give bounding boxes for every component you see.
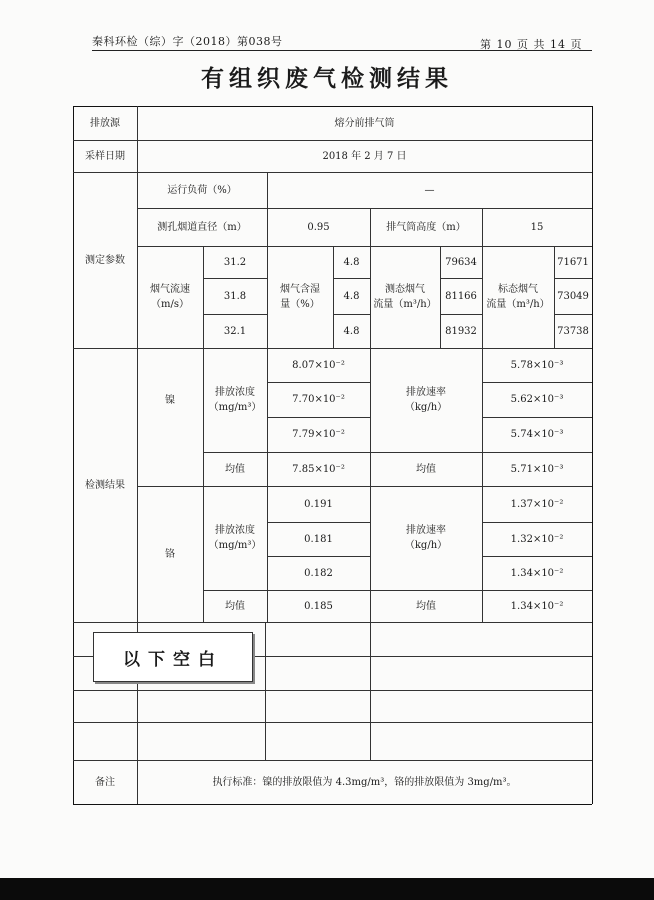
- results-label: 检测结果: [85, 479, 125, 491]
- std-flow-label: 标态烟气 流量（m³/h）: [486, 284, 550, 310]
- mean-label: 均值: [225, 463, 245, 475]
- conc-label: 排放浓度 （mg/m³）: [208, 525, 262, 551]
- blank-below-stamp: 以下空白: [93, 632, 253, 682]
- scan-edge: [0, 878, 654, 900]
- velocity-value: 31.2: [223, 256, 247, 268]
- moisture-value: 4.8: [343, 256, 360, 268]
- moisture-value: 4.8: [343, 325, 360, 337]
- params-label: 测定参数: [85, 254, 125, 266]
- rate-value: 5.74×10⁻³: [510, 429, 564, 440]
- moisture-value: 4.8: [343, 290, 360, 302]
- table-rule: [73, 804, 592, 805]
- pollutant-name-nickel: 镍: [165, 394, 175, 406]
- rate-label: 排放速率 （kg/h）: [404, 387, 448, 413]
- remark-label: 备注: [95, 776, 115, 788]
- load-value: —: [424, 184, 435, 196]
- conc-mean-value: 7.85×10⁻²: [292, 463, 345, 475]
- conc-value: 0.191: [304, 498, 333, 510]
- conc-value: 0.181: [304, 533, 333, 545]
- table-rule: [73, 690, 592, 691]
- table-rule: [592, 106, 593, 804]
- table-rule: [73, 722, 592, 723]
- height-value: 15: [530, 221, 544, 233]
- mean-label: 均值: [416, 463, 436, 475]
- page-title: 有组织废气检测结果: [201, 66, 453, 92]
- outlet-value: 熔分前排气筒: [334, 117, 395, 129]
- actual-flow-value: 79634: [445, 256, 477, 268]
- conc-value: 8.07×10⁻²: [292, 359, 345, 371]
- height-label: 排气筒高度（m）: [386, 221, 466, 233]
- mean-label: 均值: [416, 600, 436, 612]
- conc-label: 排放浓度 （mg/m³）: [208, 387, 262, 413]
- table-rule: [265, 622, 266, 760]
- rate-value: 5.62×10⁻³: [510, 394, 564, 405]
- velocity-label: 烟气流速 （m/s）: [150, 284, 190, 310]
- load-label: 运行负荷（%）: [167, 184, 237, 196]
- actual-flow-value: 81932: [445, 325, 477, 337]
- rate-value: 1.34×10⁻²: [510, 567, 564, 579]
- actual-flow-label: 测态烟气 流量（m³/h）: [373, 284, 437, 310]
- date-value: 2018 年 2 月 7 日: [322, 150, 407, 162]
- header-rule: [92, 50, 592, 51]
- rate-mean-value: 1.34×10⁻²: [510, 600, 564, 612]
- velocity-value: 32.1: [223, 325, 247, 337]
- conc-value: 7.79×10⁻²: [292, 429, 345, 440]
- pollutant-name-chromium: 铬: [165, 548, 175, 560]
- moisture-label: 烟气含湿 量（%）: [280, 284, 320, 310]
- conc-value: 0.182: [304, 567, 333, 579]
- table-rule: [370, 622, 371, 760]
- velocity-value: 31.8: [223, 290, 247, 302]
- rate-mean-value: 5.71×10⁻³: [510, 463, 564, 475]
- date-label: 采样日期: [85, 150, 125, 162]
- conc-mean-value: 0.185: [304, 600, 333, 612]
- remark-value: 执行标准：镍的排放限值为 4.3mg/m³，铬的排放限值为 3mg/m³。: [212, 776, 517, 788]
- rate-label: 排放速率 （kg/h）: [404, 525, 448, 551]
- std-flow-value: 73049: [557, 290, 589, 302]
- rate-value: 1.32×10⁻²: [510, 533, 564, 545]
- report-number: 秦科环检（综）字（2018）第038号: [92, 35, 283, 48]
- diameter-label: 测孔烟道直径（m）: [157, 221, 247, 233]
- outlet-label: 排放源: [90, 117, 120, 129]
- mean-label: 均值: [225, 600, 245, 612]
- rate-value: 5.78×10⁻³: [510, 359, 564, 371]
- diameter-value: 0.95: [307, 221, 330, 233]
- rate-value: 1.37×10⁻²: [510, 498, 564, 510]
- std-flow-value: 73738: [557, 325, 589, 337]
- page-number: 第 10 页 共 14 页: [480, 38, 583, 51]
- table-rule: [73, 622, 592, 623]
- std-flow-value: 71671: [557, 256, 589, 268]
- actual-flow-value: 81166: [445, 290, 477, 302]
- conc-value: 7.70×10⁻²: [292, 394, 345, 405]
